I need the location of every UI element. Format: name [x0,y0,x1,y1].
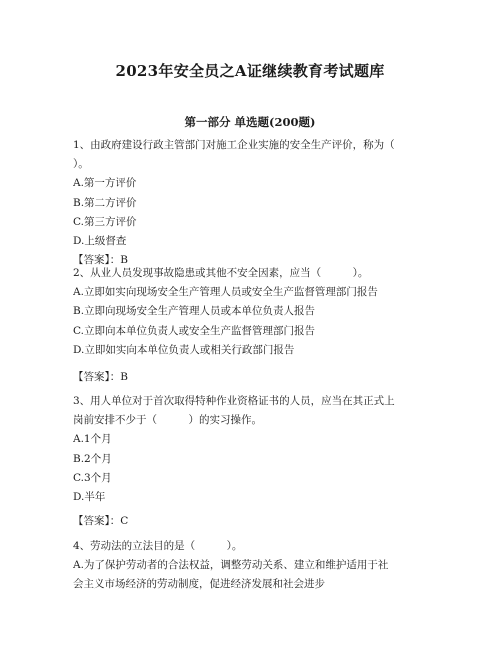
answer-label: 【答案】：B [73,371,128,383]
option-d: D.上级督查 [73,234,127,247]
section-title: 第一部分 单选题(200题) [184,115,316,129]
question-2 [73,264,433,360]
option-b: B.立即向现场安全生产管理人员或本单位负责人报告 [73,305,316,318]
option-b: B.2个月 [73,452,112,465]
question-stem-line: 2、从业人员发现事故隐患或其他不安全因素，应当（ ）。 [73,267,369,279]
option-a-continued: 会主义市场经济的劳动制度，促进经济发展和社会进步 [73,578,325,591]
question-stem-line: ）。 [73,158,89,171]
question-1 [73,136,433,270]
option-b: B.第二方评价 [73,196,137,209]
answer-label: 【答案】：B [73,254,128,267]
question-3 [73,392,433,507]
question-4 [73,537,433,595]
option-a: A.立即如实向现场安全生产管理人员或安全生产监督管理部门报告 [73,286,378,299]
question-3-answer [73,512,433,531]
answer-label: 【答案】：C [73,515,129,527]
document-title: 2023年安全员之A证继续教育考试题库 [115,62,385,80]
option-a: A.1个月 [73,433,112,446]
option-a: A.为了保护劳动者的合法权益，调整劳动关系、建立和维护适用于社 [73,559,389,572]
option-c: C.立即向本单位负责人或安全生产监督管理部门报告 [73,324,315,337]
question-2-answer [73,368,433,387]
question-stem-line: 岗前安排不少于（ ）的实习操作。 [73,414,262,427]
question-stem-line: 1、由政府建设行政主管部门对施工企业实施的安全生产评价，称为（ [73,139,395,151]
option-d: D.半年 [73,490,106,503]
option-c: C.第三方评价 [73,215,137,228]
option-a: A.第一方评价 [73,177,137,190]
option-c: C.3个月 [73,471,112,484]
question-stem-line: 4、劳动法的立法目的是（ ）。 [73,540,243,552]
question-stem-line: 3、用人单位对于首次取得特种作业资格证书的人员，应当在其正式上 [73,395,395,407]
option-d: D.立即如实向本单位负责人或相关行政部门报告 [73,343,295,356]
